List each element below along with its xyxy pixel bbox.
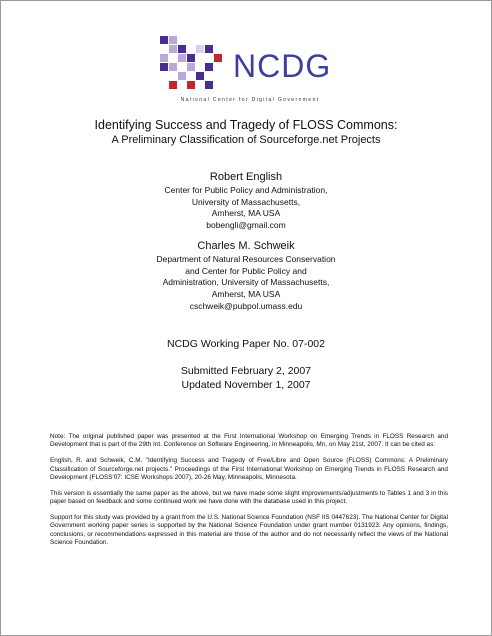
author-1-name: Robert English [209, 171, 283, 183]
working-paper-number: NCDG Working Paper No. 07-002 [167, 338, 325, 350]
author-2-email: cschweik@pubpol.umass.edu [189, 300, 303, 311]
updated-date: Updated November 1, 2007 [181, 379, 311, 391]
author-1-email: bobengli@gmail.com [206, 220, 286, 231]
author-2 [0, 239, 492, 313]
submitted-date: Submitted February 2, 2007 [180, 365, 312, 377]
author-1-affiliation-line: Amherst, MA USA [211, 208, 281, 219]
title-line-1: Identifying Success and Tragedy of FLOSS Commons: [94, 118, 398, 132]
logo-wordmark: NCDG [233, 48, 332, 84]
author-2-affiliation-line: and Center for Public Policy and [185, 265, 307, 276]
author-2-affiliation-line: Amherst, MA USA [211, 289, 281, 300]
author-1-affiliation-line: University of Massachusetts, [191, 196, 301, 207]
author-1-affiliation-line: Center for Public Policy and Administration, [164, 185, 328, 195]
author-2-name: Charles M. Schweik [197, 240, 295, 252]
note-paragraph: Note: The original published paper was presented at the First International Workshop on Emerging Trends in FLOSS Research and Development that is part of the 29th Int. Conference on Software Engineering, in Minneapolis, Mn, on May 21st, 2007. It can be cited as: [50, 433, 448, 449]
citation-paragraph: English, R. and Schweik, C.M. "Identifying Success and Tragedy of Free/Libre and Open Source (FLOSS) Commons: A Preliminary Classification of Sourceforge.net projects." Proceedings of the First International Workshop on Emerging Trends in FLOSS Research and Development (FLOSS'07: ICSE Workshops 2007), 20-26 May, Minneapolis, Minnesota. [50, 457, 448, 481]
ncdg-logo [160, 36, 340, 106]
author-2-affiliation-line: Department of Natural Resources Conservation [156, 254, 336, 264]
logo-subtitle: National Center for Digital Government [180, 97, 320, 103]
author-1 [0, 170, 492, 232]
ncdg-mosaic-icon [160, 36, 232, 96]
author-2-affiliation-line: Administration, University of Massachusetts, [162, 277, 330, 288]
paper-title [0, 118, 492, 147]
notes-section [50, 433, 448, 555]
title-line-2: A Preliminary Classification of Sourceforge.net Projects [111, 134, 381, 146]
version-paragraph: This version is essentially the same paper as the above, but we have made some slight improvements/adjustments to Tables 1 and 3 in this paper based on feedback and some continued work we have done with the database used in this project. [50, 489, 448, 506]
funding-paragraph: Support for this study was provided by a grant from the U.S. National Science Foundation (NSF IIS 0447623). The National Center for Digital Government working paper series is supported by the National Science Foundation under grant number 0131923. Any opinions, findings, conclusions, or recommendations expressed in this material are those of the author and do not necessarily reflect the views of the National Science Foundation. [50, 513, 448, 546]
